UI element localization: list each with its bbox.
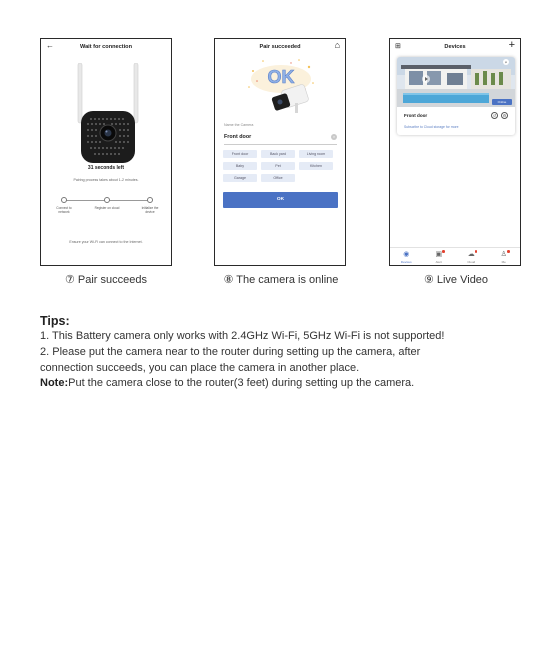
caption-camera-online: ⑧ The camera is online [223, 274, 339, 286]
device-card[interactable] [397, 57, 515, 135]
pairing-steps [55, 197, 159, 217]
bottom-tab-bar [390, 247, 520, 265]
name-suggestion-chips [223, 150, 339, 182]
note-label: Note: [40, 377, 69, 389]
tips-heading: Tips: [40, 314, 70, 328]
plus-icon[interactable]: + [508, 39, 515, 51]
top-bar [390, 39, 520, 55]
screen-title: Pair succeeded [259, 44, 301, 50]
top-bar [215, 39, 345, 55]
chip-back-yard[interactable]: Back yard [261, 150, 295, 158]
name-camera-label: Name the Camera [224, 123, 254, 127]
chip-baby[interactable]: Baby [223, 162, 257, 170]
cloud-icon: ☁ [467, 251, 475, 258]
input-divider [224, 144, 337, 145]
chip-garage[interactable]: Garage [223, 174, 257, 182]
clear-input-icon[interactable]: × [332, 134, 336, 139]
tip-line-2: 2. Please put the camera near to the router during setting up the camera, after [40, 346, 421, 358]
note-line [40, 377, 414, 389]
caption-live-video: ⑨ Live Video [423, 274, 489, 286]
ok-button[interactable]: OK [223, 192, 338, 208]
camera-icon: ◉ [403, 251, 410, 258]
grid-icon[interactable]: ⊞ [395, 43, 401, 50]
wifi-note: Ensure your Wi-Fi can connect to the Internet. [69, 240, 143, 244]
step-label-cloud: Register on cloud [94, 206, 120, 210]
person-icon: ♙ [500, 251, 507, 258]
me-dot [507, 250, 510, 253]
chip-pet[interactable]: Pet [261, 162, 295, 170]
top-bar [41, 39, 171, 55]
chip-kitchen[interactable]: Kitchen [299, 162, 333, 170]
tip-line-1: 1. This Battery camera only works with 2.4GHz Wi-Fi, 5GHz Wi-Fi is not supported! [40, 330, 445, 342]
caption-pair-succeeds: ⑦ Pair succeeds [64, 274, 147, 286]
tab-cloud[interactable]: ☁ Cloud [460, 251, 482, 264]
cloud-dot [475, 250, 478, 253]
history-icon[interactable]: ↺ [492, 113, 497, 118]
phone-screen-pair-succeeded [214, 38, 346, 266]
screen-title: Wait for connection [80, 44, 132, 50]
phone-screen-devices [389, 38, 521, 266]
camera-name-input[interactable]: Front door [224, 134, 252, 140]
tab-me[interactable]: ♙ Me [493, 251, 515, 264]
tab-alert[interactable]: ▣ Alert [428, 251, 450, 264]
countdown-text: 31 seconds left [87, 165, 125, 171]
device-name: Front door [404, 113, 428, 118]
tab-devices[interactable]: ◉ Devices [395, 251, 417, 264]
alert-icon: ▣ [435, 251, 443, 258]
online-badge: Online [497, 100, 507, 105]
chip-office[interactable]: Office [261, 174, 295, 182]
pairing-hint: Pairing process takes about 1-2 minutes. [73, 178, 139, 182]
step-label-initialize: Initialize the device [141, 206, 159, 214]
cloud-subscribe-link[interactable]: Subscribe to Cloud storage for more [404, 125, 459, 129]
step-dot-initialize [147, 197, 153, 203]
step-label-network: Connect to network [56, 206, 72, 214]
alert-dot [442, 250, 445, 253]
note-text: Put the camera close to the router(3 feet) during setting up the camera. [68, 377, 415, 389]
back-arrow-icon[interactable]: ← [46, 41, 54, 50]
phone-screen-wait-for-connection [40, 38, 172, 266]
tip-line-3: connection succeeds, you can place the camera in another place. [40, 362, 360, 374]
camera-live-thumbnail[interactable] [397, 57, 515, 107]
chip-front-door[interactable]: Front door [223, 150, 257, 158]
chip-living-room[interactable]: Living room [299, 150, 333, 158]
ok-illustration [243, 57, 319, 119]
ok-art-text: OK [267, 67, 295, 87]
settings-icon[interactable]: ⚙ [502, 113, 507, 118]
step-dot-cloud [104, 197, 110, 203]
screen-title: Devices [444, 44, 466, 50]
svg-text:⌕: ⌕ [504, 59, 508, 65]
step-dot-network [61, 197, 67, 203]
home-icon[interactable]: ⌂ [334, 40, 340, 50]
